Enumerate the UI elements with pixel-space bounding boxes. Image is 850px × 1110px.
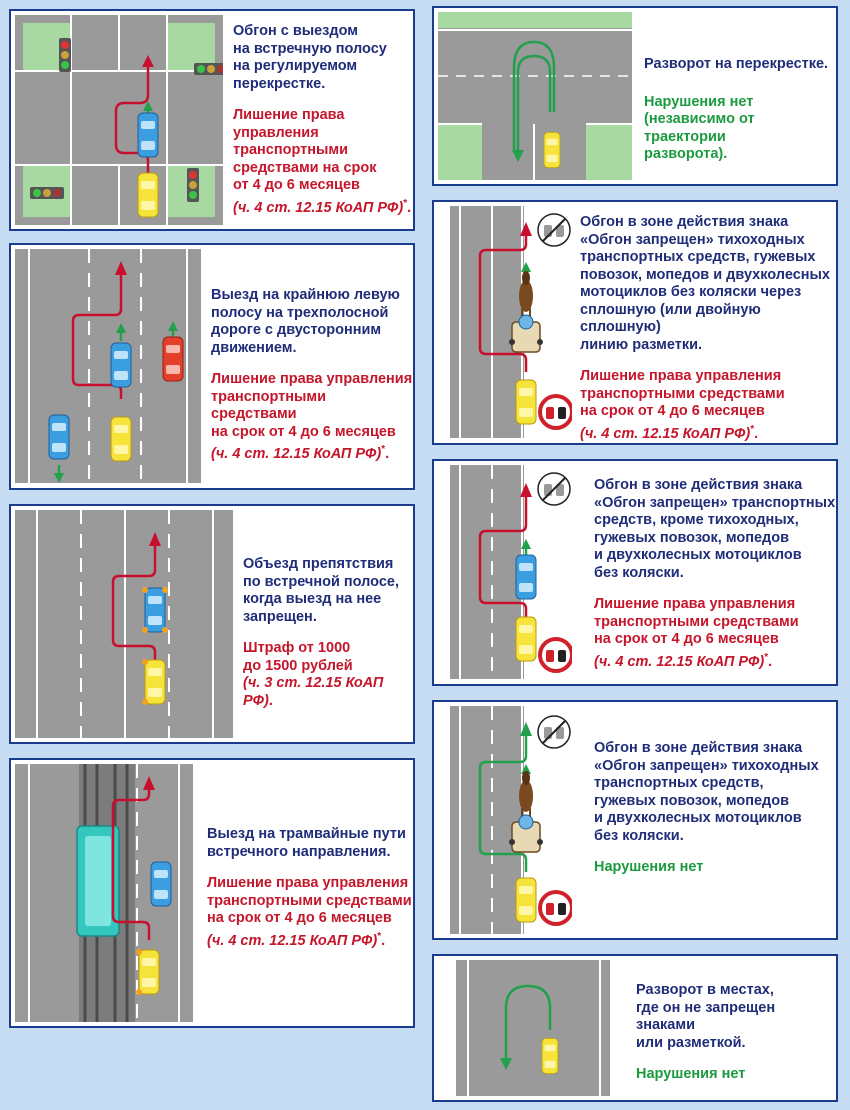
- law-reference-text: (ч. 4 ст. 12.15 КоАП РФ): [594, 653, 765, 670]
- end-no-overtaking-sign-icon: [538, 473, 570, 505]
- penalty-text: Лишение права управления транспортными средствами на срок от 4 до 6 месяцев: [580, 368, 785, 419]
- card-description: Выезд на крайнюю левую полосу на трехполосной дороге с двусторонним движением.: [211, 287, 400, 356]
- blue-car: [151, 862, 171, 906]
- traffic-light-icon: [30, 187, 64, 199]
- scene-tram-tracks: [15, 764, 193, 1022]
- yellow-car: [145, 660, 165, 704]
- yellow-car: [516, 380, 536, 424]
- footnote-mark: *: [381, 444, 386, 455]
- card-u-turn-intersection: [432, 6, 838, 186]
- reference-period: .: [754, 425, 759, 442]
- law-reference-text: (ч. 4 ст. 12.15 КоАП РФ): [580, 425, 751, 442]
- yellow-car: [139, 950, 159, 994]
- card-overtaking-intersection: [9, 9, 415, 231]
- yellow-car: [111, 417, 131, 461]
- result-text: Нарушения нет (независимо от траектории разворота).: [644, 93, 755, 162]
- reference-period: .: [268, 692, 273, 709]
- penalty-text: Лишение права управления транспортными средствами на срок от 4 до 6 месяцев: [211, 371, 413, 440]
- card-description: Разворот на перекрестке.: [644, 56, 829, 72]
- scene-intersection: [15, 15, 223, 225]
- footnote-mark: *: [377, 930, 382, 942]
- law-reference: [580, 421, 836, 443]
- card-description: Обгон с выездом на встречную полосу на регулируемом перекрестке.: [233, 23, 387, 92]
- traffic-light-icon: [187, 168, 199, 202]
- card-description: Обгон в зоне действия знака «Обгон запрещен» тихоходных транспортных средств, гужевых повозок, мопедов и двухколесных мотоциклов без коляски через сплошную (или двойную сплошную) линию разметки.: [580, 214, 830, 353]
- traffic-light-icon: [194, 63, 223, 75]
- scene-solid-line-overtaking: [438, 206, 572, 438]
- yellow-car: [516, 878, 536, 922]
- red-car: [163, 337, 183, 381]
- card-description: Обгон в зоне действия знака «Обгон запрещен» транспортных средств, кроме тихоходных, гужевых повозок, мопедов и двухколесных мотоциклов без коляски.: [594, 477, 836, 581]
- penalty-text: Лишение права управления транспортными средствами на срок от 4 до 6 месяцев: [207, 875, 412, 926]
- scene-no-overtaking-zone: [438, 465, 572, 679]
- law-reference: [233, 195, 413, 217]
- law-reference: [211, 441, 413, 463]
- card-description: Разворот в местах, где он не запрещен знаками или разметкой.: [636, 982, 776, 1051]
- law-reference-text: (ч. 4 ст. 12.15 КоАП РФ): [207, 932, 378, 949]
- reference-period: .: [381, 932, 386, 949]
- blue-car: [111, 343, 131, 387]
- stopped-blue-car: [145, 588, 165, 632]
- penalty-text: Штраф от 1000 до 1500 рублей: [243, 640, 353, 674]
- card-three-lane-left: [9, 243, 415, 490]
- no-overtaking-sign-icon: [540, 639, 572, 671]
- reference-period: .: [407, 199, 412, 216]
- scene-three-lane-road: [15, 249, 201, 483]
- footnote-mark: *: [403, 197, 408, 209]
- yellow-car: [542, 1038, 558, 1073]
- card-obstacle-detour: [9, 504, 415, 744]
- card-description: Объезд препятствия по встречной полосе, когда выезд на нее запрещен.: [243, 556, 399, 625]
- law-reference: [207, 928, 413, 950]
- scene-dashed-line-overtaking: [438, 706, 572, 934]
- reference-period: .: [768, 653, 773, 670]
- penalty-text: Лишение права управления транспортными средствами на срок от 4 до 6 месяцев: [233, 107, 377, 193]
- card-description: Обгон в зоне действия знака «Обгон запрещен» тихоходных транспортных средств, гужевых повозок, мопедов и двухколесных мотоциклов без коляски.: [594, 740, 819, 844]
- law-reference: [243, 675, 413, 710]
- penalty-text: Лишение права управления транспортными средствами на срок от 4 до 6 месяцев: [594, 596, 799, 647]
- no-overtaking-sign-icon: [540, 892, 572, 924]
- card-tram-tracks: [9, 758, 415, 1028]
- yellow-car: [516, 617, 536, 661]
- result-text: Нарушения нет: [594, 859, 704, 875]
- blue-car: [138, 113, 158, 157]
- card-overtaking-slow-vehicle-dashed: [432, 700, 838, 940]
- law-reference: [594, 649, 836, 671]
- card-description: Выезд на трамвайные пути встречного направления.: [207, 826, 406, 860]
- no-overtaking-sign-icon: [538, 214, 570, 246]
- scene-u-turn-road: [438, 960, 612, 1096]
- result-text: Нарушения нет: [636, 1066, 746, 1082]
- yellow-car: [544, 132, 560, 167]
- law-reference-text: (ч. 4 ст. 12.15 КоАП РФ): [211, 445, 382, 462]
- scene-u-turn-intersection: [438, 12, 632, 180]
- law-reference-text: (ч. 3 ст. 12.15 КоАП РФ): [243, 675, 384, 709]
- card-overtaking-slow-vehicle-solid-line: [432, 200, 838, 445]
- blue-car: [516, 555, 536, 599]
- no-overtaking-sign-icon: [540, 396, 572, 428]
- scene-obstacle-road: [15, 510, 233, 738]
- footnote-mark: *: [764, 651, 769, 663]
- yellow-car: [138, 173, 158, 217]
- reference-period: .: [385, 445, 390, 462]
- law-reference-text: (ч. 4 ст. 12.15 КоАП РФ): [233, 199, 404, 216]
- oncoming-blue-car: [49, 415, 69, 459]
- card-u-turn-allowed: [432, 954, 838, 1102]
- traffic-light-icon: [59, 38, 71, 72]
- end-no-overtaking-sign-icon: [538, 716, 570, 748]
- card-overtaking-regular-vehicle: [432, 459, 838, 686]
- footnote-mark: *: [750, 423, 755, 435]
